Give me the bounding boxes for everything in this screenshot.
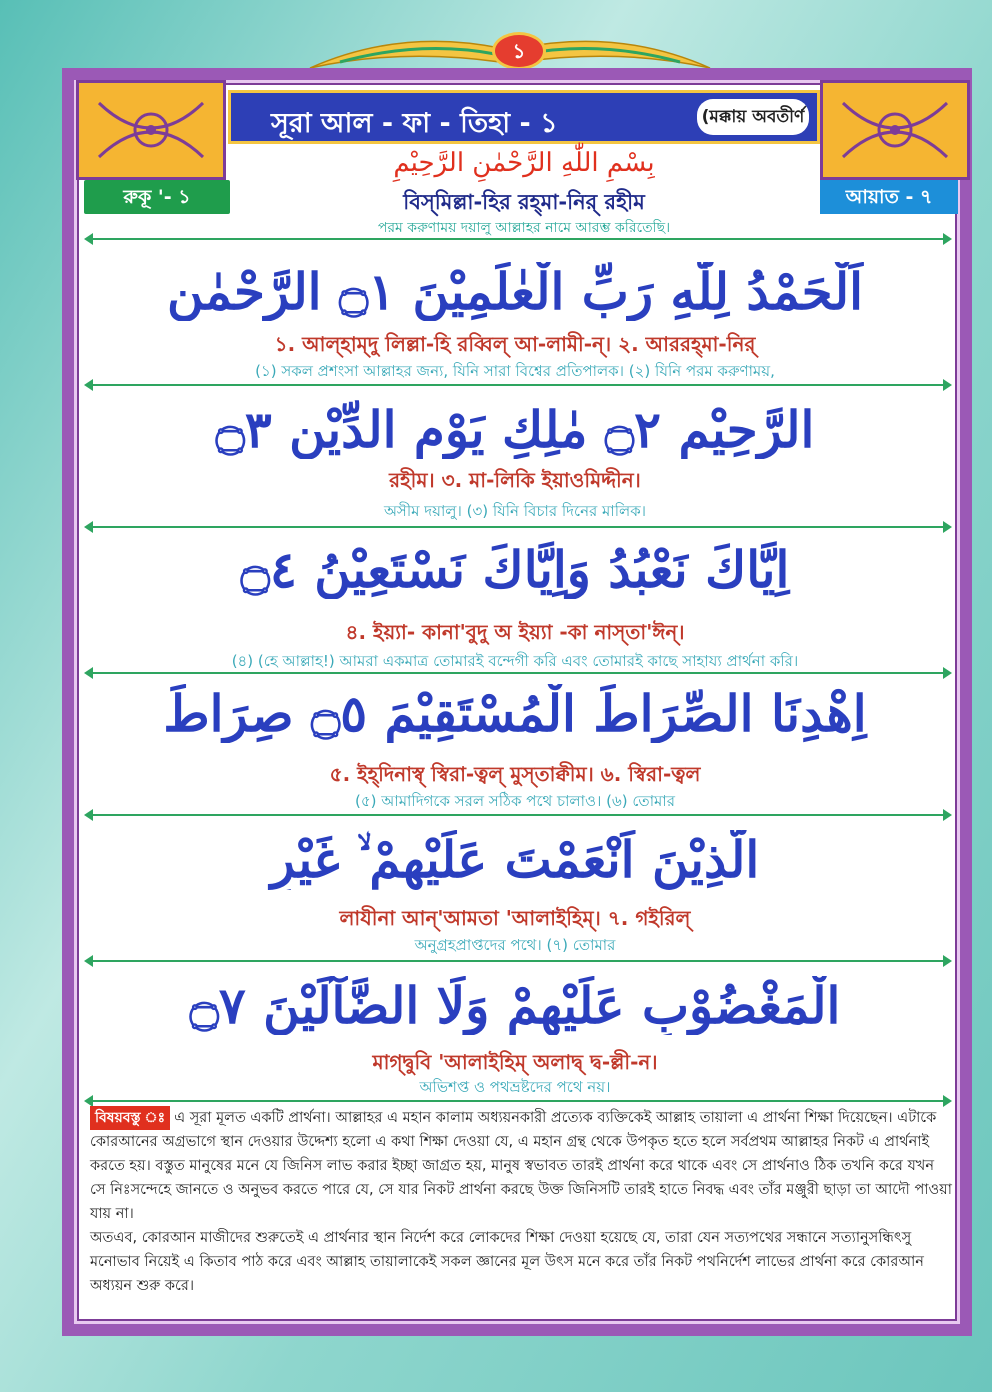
bismillah-box xyxy=(228,144,820,244)
verse-5-transliteration: লাযীনা আন্'আমতা 'আলাইহিম্। ৭. গইরিল্ xyxy=(339,906,691,930)
verse-6-translation: অভিশপ্ত ও পথভ্রষ্টদের পথে নয়। xyxy=(419,1078,611,1096)
verse-2-transliteration: রহীম। ৩. মা-লিকি ইয়াওমিদ্দীন। xyxy=(389,468,641,492)
summary-text-1: এ সূরা মূলত একটি প্রার্থনা। আল্লাহর এ মহান কালাম অধ্যয়নকারী প্রত্যেক ব্যক্তিকেই আল্লাহ তায়ালা এ প্রার্থনা শিক্ষা দিয়েছেন। এটাকে কোরআনের অগ্রভাগে স্থান দেওয়ার উদ্দেশ্য হলো এ কথা শিক্ষা দেওয়া যে, এ মহান গ্রন্থ থেকে উপকৃত হতে হলে সর্বপ্রথম আল্লাহর নিকট এ প্রার্থনাই করতে হয়। বস্তুত মানুষের মনে যে জিনিস লাভ করার ইচ্ছা জাগ্রত হয়, মানুষ স্বভাবত তারই প্রার্থনা করে থাকে এবং সে প্রার্থনাও ঠিক তখনি করে যখন সে নিঃসন্দেহে জানতে ও অনুভব করতে পারে যে, সে যার নিকট প্রার্থনা করছে উক্ত জিনিসটি তারই হাতে নিবদ্ধ এবং তাঁর মঞ্জুরী ছাড়া তা আদৌ পাওয়া যায় না। xyxy=(90,1110,952,1222)
surah-title-bar xyxy=(228,90,820,144)
divider-line xyxy=(86,384,950,386)
divider-line xyxy=(86,672,950,674)
verse-6-arabic: الْمَغْضُوْبِ عَلَيْهِمْ وَلَا الضَّآلِّيْنَ ۝٧ xyxy=(189,976,841,1035)
divider-line xyxy=(86,960,950,962)
verse-4-transliteration: ৫. ইহ্‌দিনাস্ব্‌ স্বিরা-ত্বল্ মুস্‌তাক্বীম। ৬. স্বিরা-ত্বল xyxy=(329,762,701,786)
divider-line xyxy=(86,1100,950,1102)
summary-paragraph-2: অতএব, কোরআন মাজীদের শুরুতেই এ প্রার্থনার স্থান নির্দেশ করে লোকদের শিক্ষা দেওয়া হয়েছে যে, তারা যেন সত্যপথের সন্ধানে সত্যানুসন্ধিৎসু মনোভাব নিয়েই এ কিতাব পাঠ করে এবং আল্লাহ তায়ালাকেই সকল জ্ঞানের মূল উৎস মনে করে তাঁর নিকট পথনির্দেশ লাভের প্রার্থনা করে কোরআন অধ্যয়ন শুরু করে। xyxy=(90,1230,924,1294)
verse-3-transliteration: ৪. ইয়্যা- কানা'বুদু অ ইয়্যা -কা নাস্‌তা'ঈন্। xyxy=(345,620,685,644)
summary-paragraph-1 xyxy=(90,1106,952,1226)
bismillah-arabic: بِسْمِ اللّٰهِ الرَّحْمٰنِ الرَّحِيْمِ xyxy=(393,148,655,178)
verse-5-translation: অনুগ্রহপ্রাপ্তদের পথে। (৭) তোমার xyxy=(414,936,616,954)
surah-title: সূরা আল - ফা - তিহা - ১ xyxy=(271,108,558,139)
page-number: ১ xyxy=(492,32,546,70)
summary-section xyxy=(90,1106,952,1298)
floral-icon xyxy=(79,83,223,177)
divider-line xyxy=(86,814,950,816)
verse-1-transliteration: ১. আল্‌হাম্‌দু লিল্লা-হি রব্বিল্ আ-লামী-ন্। ২. আররহ্‌মা-নির্ xyxy=(274,332,756,356)
verse-4-translation: (৫) আমাদিগকে সরল সঠিক পথে চালাও। (৬) তোমার xyxy=(355,792,675,810)
verse-2-translation: অসীম দয়ালু। (৩) যিনি বিচার দিনের মালিক। xyxy=(383,502,647,520)
verse-3-arabic: اِيَّاكَ نَعْبُدُ وَاِيَّاكَ نَسْتَعِيْنُ ۝٤ xyxy=(240,540,790,599)
revelation-badge: (মক্কায় অবতীর্ণ xyxy=(697,99,809,135)
verse-6-transliteration: মাগ্‌দ্বুবি 'আলাইহিম্ অলাদ্ব্‌ দ্ব-ল্লী-ন। xyxy=(372,1050,658,1074)
verse-2-arabic: الرَّحِيْمِ ۝٢ مٰلِكِ يَوْمِ الدِّيْنِ ۝٣ xyxy=(215,400,815,459)
floral-icon xyxy=(823,83,967,177)
verse-5-arabic: الَّذِيْنَ اَنْعَمْتَ عَلَيْهِمْ ۙ غَيْرِ xyxy=(270,830,760,889)
corner-ornament-right xyxy=(820,80,970,180)
ayat-count-badge: আয়াত - ৭ xyxy=(820,180,958,214)
bismillah-translation: পরম করুণাময় দয়ালু আল্লাহর নামে আরম্ভ করিতেছি। xyxy=(377,220,671,236)
corner-ornament-left xyxy=(76,80,226,180)
verse-1-translation: (১) সকল প্রশংসা আল্লাহর জন্য, যিনি সারা বিশ্বের প্রতিপালক। (২) যিনি পরম করুণাময়, xyxy=(255,362,775,380)
divider-line xyxy=(86,238,950,240)
ruku-badge: রুকূ '- ১ xyxy=(84,180,230,214)
divider-line xyxy=(86,526,950,528)
verse-3-translation: (৪) (হে আল্লাহ!) আমরা একমাত্র তোমারই বন্দেগী করি এবং তোমারই কাছে সাহায্য প্রার্থনা করি। xyxy=(231,652,799,670)
summary-label: বিষয়বস্তু ঃ xyxy=(90,1106,170,1130)
bismillah-transliteration: বিস্‌মিল্লা-হির রহ্‌মা-নির্ রহীম xyxy=(403,190,645,214)
verse-1-arabic: اَلْحَمْدُ لِلّٰهِ رَبِّ الْعٰلَمِيْنَ ۝١ الرَّحْمٰنِ xyxy=(166,262,863,321)
verse-4-arabic: اِهْدِنَا الصِّرَاطَ الْمُسْتَقِيْمَ ۝٥ صِرَاطَ xyxy=(163,684,867,743)
